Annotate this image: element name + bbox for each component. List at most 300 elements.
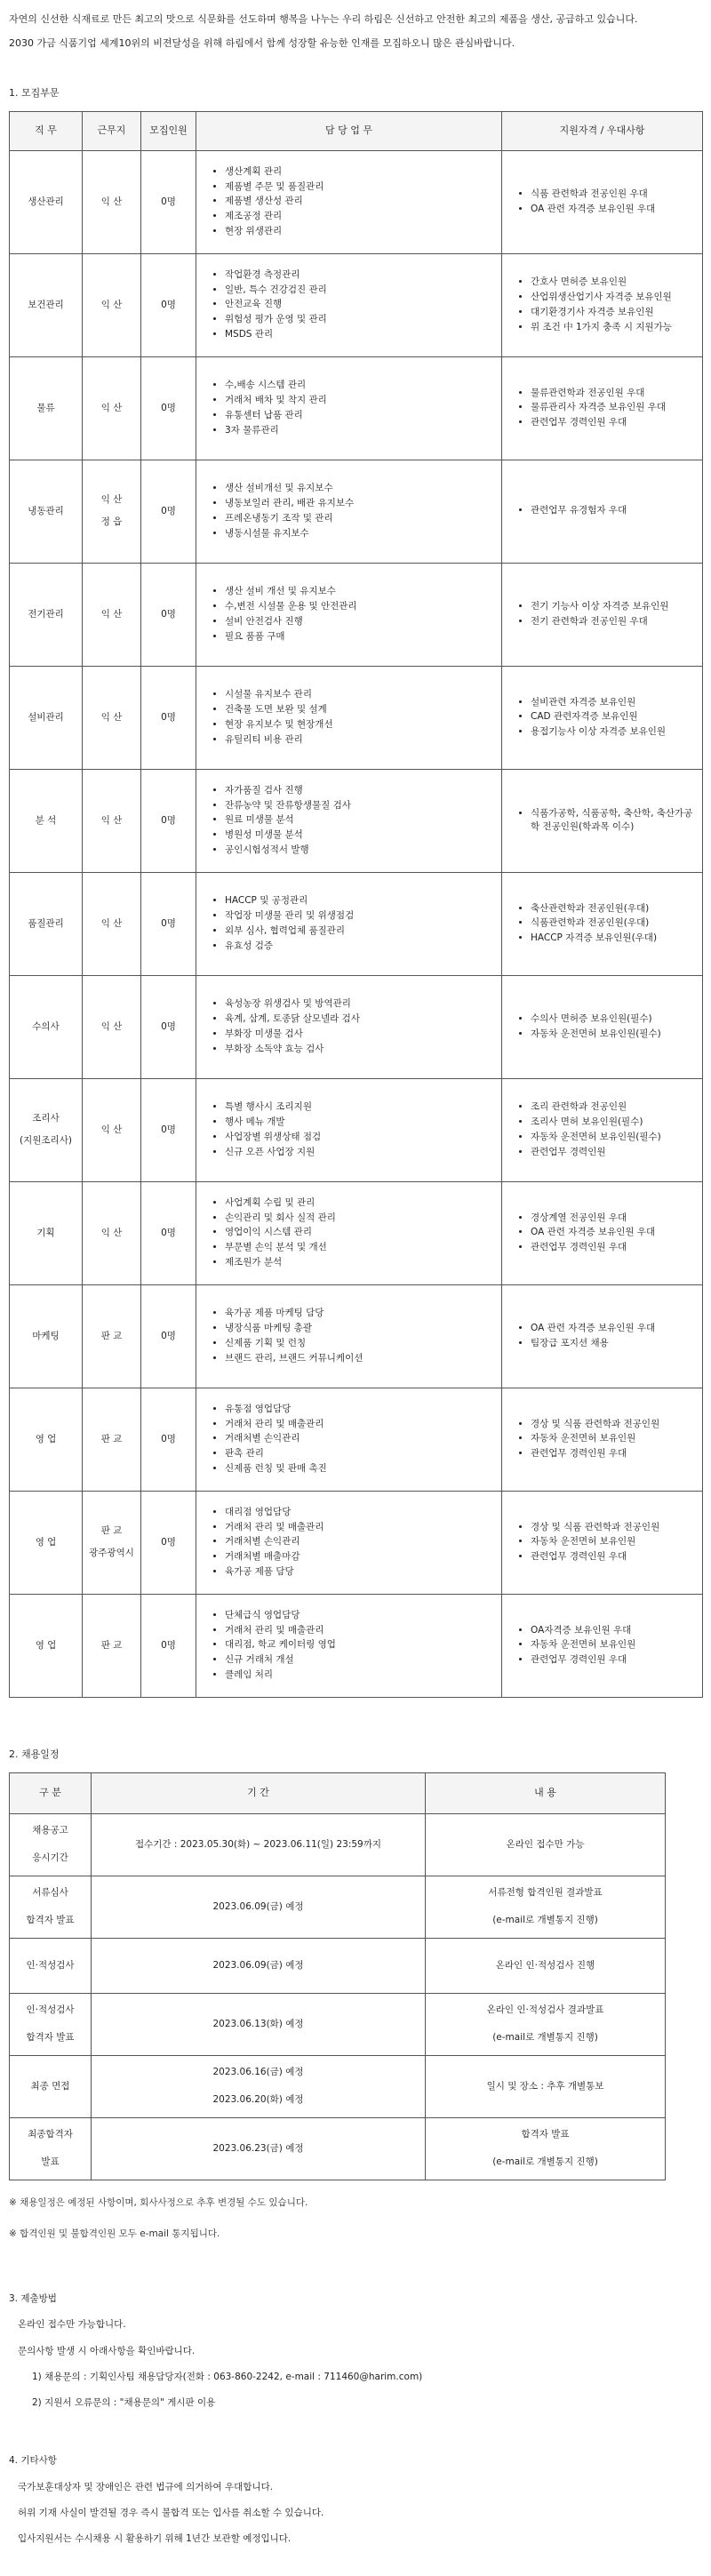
duty-item: • 거래처 관리 및 매출관리	[225, 1521, 496, 1535]
recruit-row	[10, 1388, 703, 1491]
duty-item: • 영업이익 시스템 관리	[225, 1226, 496, 1240]
qualifications-list	[502, 1322, 702, 1351]
recruit-row	[10, 253, 703, 356]
qualifications-list	[502, 276, 702, 334]
job-cell	[10, 1388, 83, 1491]
duties-cell	[196, 1388, 502, 1491]
content-cell	[426, 1993, 666, 2055]
duty-item: • 거래처별 매출마감	[225, 1550, 496, 1564]
duty-item: • 사업계획 수립 및 관리	[225, 1196, 496, 1211]
content-line: 온라인 인·적성검사 진행	[495, 1959, 595, 1971]
job-cell	[10, 769, 83, 872]
period-line: 2023.06.09(금) 예정	[212, 1959, 304, 1971]
content-line: 합격자 발표	[521, 2129, 570, 2140]
duties-list	[196, 482, 501, 540]
duties-cell	[196, 1491, 502, 1594]
job-cell	[10, 1594, 83, 1697]
location-name: 광주광역시	[89, 1548, 134, 1559]
job-name: 품질관리	[28, 917, 64, 929]
method-section	[9, 2292, 702, 2410]
duty-item: • 거래처 관리 및 매출관리	[225, 1418, 496, 1432]
duty-item: • 브랜드 관리, 브랜드 커뮤니케이션	[225, 1352, 496, 1366]
job-name: 마케팅	[32, 1330, 60, 1341]
location-name: 익 산	[100, 1124, 123, 1135]
location-name: 익 산	[100, 494, 123, 506]
job-cell	[10, 563, 83, 666]
period-line: 접수기간 : 2023.05.30(화) ~ 2023.06.11(일) 23:59까지	[134, 1838, 382, 1850]
location-name: 익 산	[100, 608, 123, 620]
duty-item: • 수,변전 시설물 운용 및 안전관리	[225, 600, 496, 614]
duties-cell	[196, 1181, 502, 1284]
period-line: 2023.06.09(금) 예정	[212, 1900, 304, 1912]
job-name: 수의사	[32, 1020, 60, 1032]
header-content: 내 용	[426, 1772, 666, 1813]
qualifications-list	[502, 696, 702, 740]
duty-item: • 작업장 미생물 관리 및 위생점검	[225, 909, 496, 924]
duties-cell	[196, 1284, 502, 1388]
qualifications-cell	[502, 872, 703, 975]
duties-list	[196, 1403, 501, 1476]
header-duties: 담 당 업 무	[196, 111, 502, 150]
qualification-item: • 경상계열 전공인원 우대	[531, 1212, 697, 1226]
stage-cell	[10, 2117, 92, 2180]
location-cell	[83, 1388, 141, 1491]
duties-list	[196, 379, 501, 437]
duty-item: • 거래처 배차 및 착지 관리	[225, 394, 496, 408]
schedule-row	[10, 1993, 666, 2055]
duty-item: • 행사 메뉴 개발	[225, 1116, 496, 1130]
content-cell	[426, 2055, 666, 2117]
location-cell	[83, 1181, 141, 1284]
duty-item: • 공인시험성적서 발행	[225, 844, 496, 858]
duty-item: • 냉동보일러 관리, 배관 유지보수	[225, 497, 496, 511]
qualification-item: • 물류관련학과 전공인원 우대	[531, 387, 697, 401]
qualification-item: • 관련업무 경력인원 우대	[531, 1653, 697, 1668]
duty-item: • 원료 미생물 분석	[225, 813, 496, 828]
qualifications-cell	[502, 769, 703, 872]
duties-cell	[196, 563, 502, 666]
duties-cell	[196, 769, 502, 872]
qualification-item: • CAD 관련자격증 보유인원	[531, 710, 697, 724]
recruit-row	[10, 1078, 703, 1181]
duty-item: • 유통센터 납품 관리	[225, 409, 496, 423]
qualifications-list	[502, 1212, 702, 1255]
qualification-item: • 위 조건 中 1가지 충족 시 지원가능	[531, 321, 697, 335]
location-cell	[83, 253, 141, 356]
duty-item: • 신규 오픈 사업장 지원	[225, 1146, 496, 1160]
duty-item: • 거래처별 손익관리	[225, 1432, 496, 1446]
duty-item: • 제품별 생산성 관리	[225, 195, 496, 209]
qualifications-list	[502, 1521, 702, 1564]
duties-cell	[196, 1594, 502, 1697]
qualifications-cell	[502, 1284, 703, 1388]
qualifications-list	[502, 504, 702, 518]
stage-line: 합격자 발표	[26, 1915, 75, 1926]
duties-list	[196, 1100, 501, 1159]
qualification-item: • 용접기능사 이상 자격증 보유인원	[531, 725, 697, 740]
qualifications-cell	[502, 356, 703, 460]
qualifications-cell	[502, 460, 703, 563]
duty-item: • 클레임 처리	[225, 1668, 496, 1683]
duty-item: • 거래처별 손익관리	[225, 1535, 496, 1549]
schedule-note-2: ※ 합격인원 및 불합격인원 모두 e-mail 통지됩니다.	[9, 2228, 220, 2239]
qualifications-list	[502, 188, 702, 217]
period-line: 2023.06.13(화) 예정	[212, 2018, 304, 2029]
schedule-section	[9, 1748, 702, 2241]
content-cell	[426, 1938, 666, 1993]
location-cell	[83, 1284, 141, 1388]
duty-item: • 잔류농약 및 잔류항생물질 검사	[225, 799, 496, 813]
period-cell	[92, 1993, 426, 2055]
qualification-item: • 경상 및 식품 관련학과 전공인원	[531, 1418, 697, 1432]
location-name: 익 산	[100, 402, 123, 413]
qualifications-cell	[502, 1388, 703, 1491]
count-cell: 0명	[141, 666, 196, 769]
duties-list	[196, 165, 501, 239]
job-name: 보건관리	[28, 299, 64, 310]
duty-item: • 신제품 기획 및 런칭	[225, 1337, 496, 1351]
period-cell	[92, 2117, 426, 2180]
duties-cell	[196, 1078, 502, 1181]
stage-cell	[10, 2055, 92, 2117]
job-name: 영 업	[35, 1433, 57, 1444]
content-cell	[426, 2117, 666, 2180]
qualifications-list	[502, 1100, 702, 1159]
recruit-table	[9, 111, 703, 1698]
period-cell	[92, 1876, 426, 1938]
count-cell: 0명	[141, 975, 196, 1078]
qualification-item: • OA 관련 자격증 보유인원 우대	[531, 1322, 697, 1336]
duties-list	[196, 1506, 501, 1580]
job-name: 설비관리	[28, 711, 64, 723]
qualifications-list	[502, 1624, 702, 1668]
duty-item: • 부문별 손익 분석 및 개선	[225, 1241, 496, 1255]
duty-item: • 병원성 미생물 분석	[225, 828, 496, 843]
duties-cell	[196, 150, 502, 253]
stage-cell	[10, 1813, 92, 1876]
stage-line: 인·적성검사	[26, 1959, 75, 1971]
count-cell: 0명	[141, 1181, 196, 1284]
content-line: (e-mail로 개별통지 진행)	[492, 2156, 598, 2168]
location-name: 판 교	[100, 1525, 123, 1537]
stage-cell	[10, 1938, 92, 1993]
duty-item: • 대리점 영업담당	[225, 1506, 496, 1520]
content-line: (e-mail로 개별통지 진행)	[492, 1915, 598, 1926]
job-cell	[10, 150, 83, 253]
duty-item: • 작업환경 측정관리	[225, 268, 496, 283]
qualification-item: • OA 관련 자격증 보유인원 우대	[531, 1226, 697, 1240]
stage-line: 최종합격자	[28, 2129, 73, 2140]
qualification-item: • 간호사 면허증 보유인원	[531, 276, 697, 290]
other-line-1: 국가보훈대상자 및 장애인은 관련 법규에 의거하여 우대합니다.	[18, 2481, 274, 2492]
location-name: 정 읍	[100, 516, 123, 528]
qualification-item: • 관련업무 경력인원 우대	[531, 416, 697, 430]
location-name: 판 교	[100, 1433, 123, 1444]
qualifications-cell	[502, 666, 703, 769]
stage-line: 서류심사	[32, 1887, 68, 1899]
qualification-item: • 전기 기능사 이상 자격증 보유인원	[531, 600, 697, 614]
duty-item: • 시설물 유지보수 관리	[225, 688, 496, 702]
other-section	[9, 2454, 702, 2546]
recruit-row	[10, 563, 703, 666]
intro-line-2: 2030 가금 식품기업 세계10위의 비젼달성을 위해 하림에서 함께 성장할 유능한 인재를 모집하오니 많은 관심바랍니다.	[9, 36, 515, 49]
duty-item: • 유효성 검증	[225, 940, 496, 954]
qualification-item: • OA자격증 보유인원 우대	[531, 1624, 697, 1638]
job-cell	[10, 666, 83, 769]
qualifications-cell	[502, 1078, 703, 1181]
qualifications-list	[502, 387, 702, 430]
location-name: 익 산	[100, 1020, 123, 1032]
job-name: 조리사	[32, 1113, 60, 1124]
period-line: 2023.06.16(금) 예정	[212, 2067, 304, 2078]
duty-item: • 육성농장 위생검사 및 방역관리	[225, 997, 496, 1012]
duties-cell	[196, 872, 502, 975]
duty-item: • 신제품 런칭 및 판매 촉진	[225, 1462, 496, 1476]
duty-item: • 필요 품품 구매	[225, 630, 496, 644]
qualification-item: • 식품 관련학과 전공인원 우대	[531, 188, 697, 202]
header-qualifications: 지원자격 / 우대사항	[502, 111, 703, 150]
recruit-row	[10, 872, 703, 975]
count-cell: 0명	[141, 150, 196, 253]
duty-item: • 생산 설비개선 및 유지보수	[225, 482, 496, 496]
qualification-item: • 자동차 운전면허 보유인원	[531, 1535, 697, 1549]
duties-cell	[196, 666, 502, 769]
count-cell: 0명	[141, 769, 196, 872]
count-cell: 0명	[141, 1594, 196, 1697]
location-cell	[83, 1491, 141, 1594]
qualification-item: • 관련업무 경력인원	[531, 1146, 697, 1160]
recruit-row	[10, 1491, 703, 1594]
job-cell	[10, 1181, 83, 1284]
schedule-row	[10, 2117, 666, 2180]
qualifications-list	[502, 600, 702, 629]
qualification-item: • 전기 관련학과 전공인원 우대	[531, 615, 697, 629]
location-cell	[83, 769, 141, 872]
duty-item: • 대리점, 학교 케이터링 영업	[225, 1638, 496, 1652]
duty-item: • 건축물 도면 보완 및 설계	[225, 703, 496, 717]
stage-line: 합격자 발표	[26, 2032, 75, 2044]
qualifications-list	[502, 1418, 702, 1461]
schedule-table	[9, 1772, 666, 2180]
qualification-item: • 대기환경기사 자격증 보유인원	[531, 306, 697, 320]
count-cell: 0명	[141, 872, 196, 975]
recruit-row	[10, 666, 703, 769]
qualification-item: • 관련업무 경력인원 우대	[531, 1550, 697, 1564]
duty-item: • 설비 안전검사 진행	[225, 615, 496, 629]
recruit-table-header	[10, 111, 703, 150]
duty-item: • 유틸리티 비용 관리	[225, 733, 496, 748]
job-name: 영 업	[35, 1639, 57, 1651]
qualification-item: • 관련업무 경력인원 우대	[531, 1241, 697, 1255]
duties-list	[196, 585, 501, 644]
job-cell	[10, 975, 83, 1078]
qualification-item: • 관련업무 유경험자 우대	[531, 504, 697, 518]
duty-item: • 3자 물류관리	[225, 424, 496, 438]
qualifications-list	[502, 807, 702, 836]
location-name: 익 산	[100, 299, 123, 310]
duties-list	[196, 894, 501, 953]
schedule-section-title: 2. 채용일정	[9, 1748, 60, 1760]
qualifications-cell	[502, 253, 703, 356]
location-cell	[83, 150, 141, 253]
qualification-item: • 팀장급 포지션 채용	[531, 1337, 697, 1351]
qualifications-list	[502, 1012, 702, 1042]
job-cell	[10, 872, 83, 975]
recruit-row	[10, 769, 703, 872]
qualification-item: • 관련업무 경력인원 우대	[531, 1447, 697, 1461]
count-cell: 0명	[141, 563, 196, 666]
stage-cell	[10, 1876, 92, 1938]
recruit-row	[10, 1181, 703, 1284]
duty-item: • 부화장 미생물 검사	[225, 1028, 496, 1042]
duty-item: • 안전교육 진행	[225, 298, 496, 312]
job-cell	[10, 253, 83, 356]
intro-line-1: 자연의 신선한 식재료로 만든 최고의 맛으로 식문화를 선도하며 행복을 나누는 우리 하림은 신선하고 안전한 최고의 제품을 생산, 공급하고 있습니다.	[9, 13, 638, 25]
location-name: 익 산	[100, 814, 123, 826]
stage-line: 채용공고	[32, 1825, 68, 1836]
period-line: 2023.06.20(화) 예정	[212, 2094, 304, 2106]
count-cell: 0명	[141, 356, 196, 460]
recruit-section-title: 1. 모집부문	[9, 86, 60, 99]
stage-line: 최종 면접	[30, 2080, 70, 2092]
duty-item: • 제조원가 분석	[225, 1256, 496, 1270]
duty-item: • 육가공 제품 담당	[225, 1565, 496, 1580]
qualification-item: • 경상 및 식품 관련학과 전공인원	[531, 1521, 697, 1535]
qualifications-cell	[502, 975, 703, 1078]
recruit-row	[10, 356, 703, 460]
qualification-item: • 물류관리사 자격증 보유인원 우대	[531, 401, 697, 415]
job-name: 생산관리	[28, 196, 64, 207]
duty-item: • 자가품질 검사 진행	[225, 784, 496, 798]
duty-item: • 냉장식품 마케팅 총괄	[225, 1322, 496, 1336]
duty-item: • 육가공 제품 마케팅 담당	[225, 1307, 496, 1321]
content-line: 서류전형 합격인원 결과발표	[488, 1887, 603, 1899]
recruit-section	[9, 86, 702, 1698]
duty-item: • 사업장별 위생상태 점검	[225, 1131, 496, 1145]
duty-item: • 신규 거래처 개설	[225, 1653, 496, 1668]
duty-item: • 육계, 삼계, 토종닭 살모넬라 검사	[225, 1012, 496, 1027]
content-line: 일시 및 장소 : 추후 개별통보	[486, 2080, 604, 2092]
content-line: (e-mail로 개별통지 진행)	[492, 2032, 598, 2044]
qualification-item: • 조리사 면허 보유인원(필수)	[531, 1116, 697, 1130]
duties-cell	[196, 356, 502, 460]
header-job: 직 무	[10, 111, 83, 150]
location-name: 판 교	[100, 1639, 123, 1651]
qualifications-cell	[502, 1594, 703, 1697]
schedule-row	[10, 1813, 666, 1876]
duty-item: • 프레온냉동기 조작 및 관리	[225, 512, 496, 526]
duty-item: • 유통점 영업담당	[225, 1403, 496, 1417]
duty-item: • 현장 위생관리	[225, 225, 496, 239]
location-name: 판 교	[100, 1330, 123, 1341]
qualification-item: • 수의사 면허증 보유인원(필수)	[531, 1012, 697, 1027]
duty-item: • 생산 설비 개선 및 유지보수	[225, 585, 496, 599]
schedule-row	[10, 1876, 666, 1938]
recruit-row	[10, 150, 703, 253]
qualification-item: • 식품관련학과 전공인원(우대)	[531, 916, 697, 931]
qualification-item: • 자동차 운전면허 보유인원(필수)	[531, 1028, 697, 1042]
period-line: 2023.06.23(금) 예정	[212, 2142, 304, 2154]
duty-item: • HACCP 및 공정관리	[225, 894, 496, 908]
duty-item: • MSDS 관리	[225, 328, 496, 342]
contact-line-2: 2) 지원서 오류문의 : "채용문의" 게시판 이용	[32, 2397, 216, 2409]
duties-cell	[196, 460, 502, 563]
duties-list	[196, 1307, 501, 1365]
qualifications-cell	[502, 150, 703, 253]
job-name: 냉동관리	[28, 505, 64, 516]
duty-item: • 냉동시설물 유지보수	[225, 527, 496, 541]
duty-item: • 판촉 관리	[225, 1447, 496, 1461]
method-line-2: 문의사항 발생 시 아래사항을 확인바랍니다.	[18, 2345, 196, 2356]
other-section-title: 4. 기타사항	[9, 2455, 57, 2467]
duty-item: • 제조공정 관리	[225, 210, 496, 224]
location-cell	[83, 666, 141, 769]
job-name: 물류	[36, 402, 55, 413]
qualification-item: • 자동차 운전면허 보유인원	[531, 1432, 697, 1446]
qualifications-cell	[502, 1181, 703, 1284]
schedule-row	[10, 1938, 666, 1993]
contact-line-1: 1) 채용문의 : 기획인사팀 채용담당자(전화 : 063-860-2242, e-mail : 711460@harim.com)	[32, 2371, 423, 2382]
duty-item: • 현장 유지보수 및 현장개선	[225, 718, 496, 732]
header-stage: 구 분	[10, 1772, 92, 1813]
recruit-row	[10, 460, 703, 563]
location-cell	[83, 975, 141, 1078]
count-cell: 0명	[141, 253, 196, 356]
job-name: 분 석	[35, 814, 57, 826]
qualification-item: • 산업위생산업기사 자격증 보유인원	[531, 291, 697, 305]
header-period: 기 간	[92, 1772, 426, 1813]
header-count: 모집인원	[141, 111, 196, 150]
count-cell: 0명	[141, 1284, 196, 1388]
duty-item: • 제품별 주문 및 품질관리	[225, 180, 496, 195]
duties-list	[196, 688, 501, 747]
location-cell	[83, 1078, 141, 1181]
duties-list	[196, 1609, 501, 1683]
job-cell	[10, 1284, 83, 1388]
qualification-item: • 자동차 운전면허 보유인원(필수)	[531, 1131, 697, 1145]
location-cell	[83, 460, 141, 563]
duties-cell	[196, 253, 502, 356]
duty-item: • 단체급식 영업담당	[225, 1609, 496, 1623]
qualification-item: • 설비관련 자격증 보유인원	[531, 696, 697, 710]
schedule-note-1: ※ 채용일정은 예정된 사항이며, 회사사정으로 추후 변경될 수도 있습니다.	[9, 2196, 308, 2208]
qualification-item: • 자동차 운전면허 보유인원	[531, 1638, 697, 1652]
duty-item: • 수,배송 시스템 관리	[225, 379, 496, 393]
stage-line: 응시기간	[32, 1852, 68, 1864]
count-cell: 0명	[141, 1388, 196, 1491]
job-cell	[10, 356, 83, 460]
job-cell	[10, 1078, 83, 1181]
qualification-item: • OA 관련 자격증 보유인원 우대	[531, 203, 697, 217]
qualifications-cell	[502, 563, 703, 666]
duty-item: • 손익관리 및 회사 실적 관리	[225, 1212, 496, 1226]
qualification-item: • 축산관련학과 전공인원(우대)	[531, 902, 697, 916]
qualification-item: • 식품가공학, 식품공학, 축산학, 축산가공학 전공인원(학과목 이수)	[531, 807, 697, 836]
location-cell	[83, 872, 141, 975]
method-line-1: 온라인 접수만 가능합니다.	[18, 2319, 126, 2331]
job-name: 전기관리	[28, 608, 64, 620]
duty-item: • 생산계획 관리	[225, 165, 496, 180]
duty-item: • 일반, 특수 건강검진 관리	[225, 284, 496, 298]
content-line: 온라인 인·적성검사 결과발표	[486, 2004, 604, 2016]
location-cell	[83, 356, 141, 460]
location-name: 익 산	[100, 917, 123, 929]
content-cell	[426, 1876, 666, 1938]
schedule-row	[10, 2055, 666, 2117]
qualifications-list	[502, 902, 702, 946]
header-location: 근무지	[83, 111, 141, 150]
location-name: 익 산	[100, 711, 123, 723]
